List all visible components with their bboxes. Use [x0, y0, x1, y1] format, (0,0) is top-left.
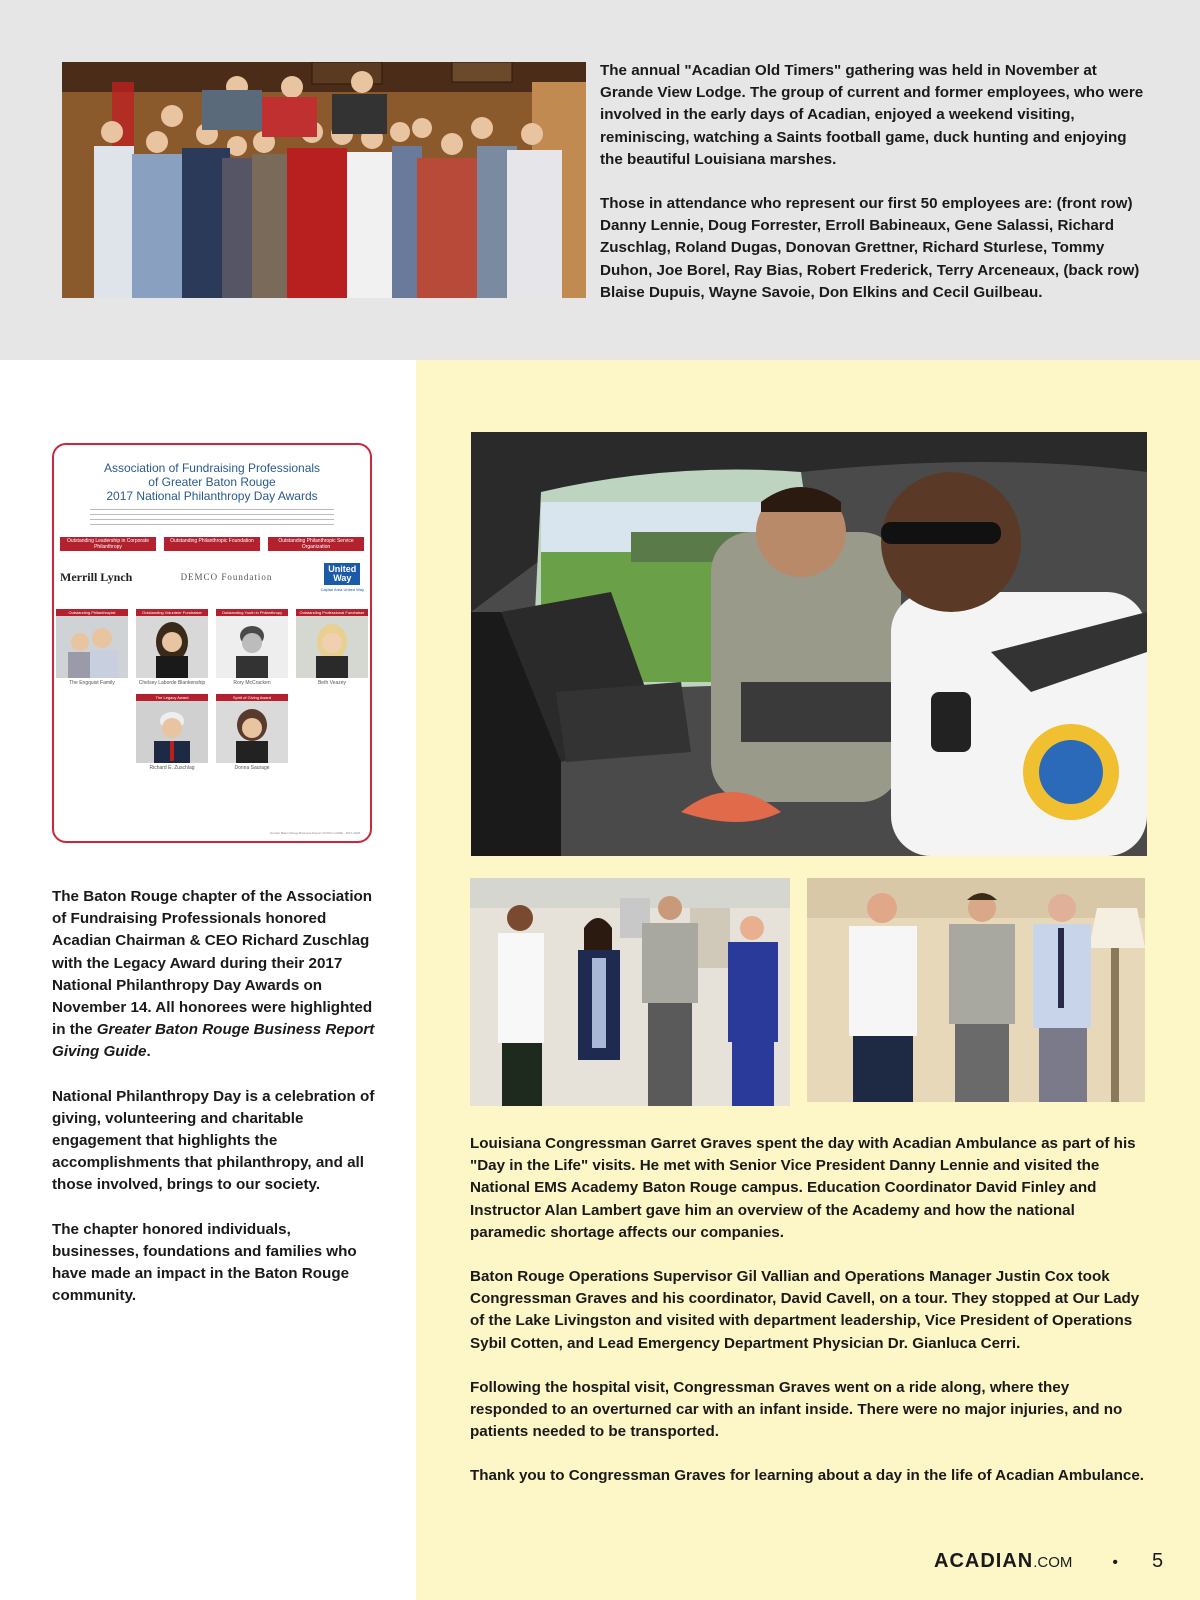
hospital-visit-photo — [807, 878, 1145, 1102]
honoree-category: Outstanding Philanthropist — [56, 609, 128, 616]
honoree-card — [216, 609, 288, 688]
poster-category-row — [60, 537, 364, 551]
left-column-text — [52, 886, 378, 1307]
honoree-name: Beth Veazey — [317, 680, 347, 686]
honoree-category: Outstanding Volunteer Fundraiser — [136, 609, 208, 616]
poster-title-line: 2017 National Philanthropy Day Awards — [106, 489, 318, 503]
honoree-photo — [56, 616, 128, 678]
giving-guide-title: Greater Baton Rouge Business Report Giving Guide — [52, 1021, 375, 1061]
honoree-card — [56, 609, 128, 688]
honoree-name: Richard E. Zuschlag — [149, 765, 195, 771]
philanthropy-paragraph-1-text: The Baton Rouge chapter of the Association of Fundraising Professionals honored Acadian Chairman & CEO Richard Zuschlag with the Legacy Award during their 2017 National Philanthropy Day Awards on November 14. All honorees were highlighted in the — [52, 888, 373, 1039]
right-column-text — [470, 1133, 1150, 1488]
united-way-line: Way — [333, 572, 352, 583]
honoree-card — [216, 694, 288, 773]
honoree-card — [136, 609, 208, 688]
graves-paragraph-2: Baton Rouge Operations Supervisor Gil Vallian and Operations Manager Justin Cox took Congressman Graves and his coordinator, David Cavell, on a tour. They stopped at Our Lady of the Lake Livingston and visited with department leadership, Vice President of Operations Sybil Cotten, and Lead Emergency Department Physician Dr. Gianluca Cerri. — [470, 1268, 1140, 1352]
ambulance-ride-along-photo — [471, 432, 1147, 856]
honoree-photo — [216, 616, 288, 678]
poster-intro-text — [90, 509, 334, 529]
philanthropy-award-poster — [52, 443, 372, 843]
old-timers-group-photo — [62, 62, 586, 298]
united-way-mark — [324, 563, 360, 585]
honoree-name: Rory McCracken — [233, 680, 271, 686]
honoree-card — [296, 609, 368, 688]
poster-category: Outstanding Philanthropic Service Organization — [268, 537, 364, 551]
honoree-photo — [136, 616, 208, 678]
honoree-category: Outstanding Professional Fundraiser — [296, 609, 368, 616]
honoree-name: Chelsey Laborde Blankenship — [138, 680, 206, 686]
graves-paragraph-3: Following the hospital visit, Congressman Graves went on a ride along, where they responded to an overturned car with an infant inside. There were no major injuries, and no patients needed to be transported. — [470, 1378, 1123, 1441]
united-way-logo — [321, 563, 364, 592]
honoree-category: Outstanding Youth in Philanthropy — [216, 609, 288, 616]
graves-paragraph-4: Thank you to Congressman Graves for learning about a day in the life of Acadian Ambulance. — [470, 1467, 1145, 1485]
old-timers-paragraph-1: The annual "Acadian Old Timers" gathering was held in November at Grande View Lodge. The group of current and former employees, who were involved in the early days of Acadian, enjoyed a weekend visiting, reminiscing, watching a Saints football game, duck hunting and enjoying the beautiful Louisiana marshes. — [600, 62, 1144, 168]
demco-foundation-logo: DEMCO Foundation — [180, 572, 273, 582]
united-way-line: United — [328, 563, 357, 574]
honoree-photo — [216, 701, 288, 763]
philanthropy-paragraph-1 — [52, 886, 378, 1064]
philanthropy-paragraph-1-end: . — [146, 1043, 151, 1061]
honoree-name: Donna Saurage — [234, 765, 270, 771]
honoree-photo — [136, 701, 208, 763]
footer-separator: • — [1112, 1554, 1118, 1571]
philanthropy-paragraph-2: National Philanthropy Day is a celebration of giving, volunteering and charitable engagement that highlights the accomplishments that philanthropy, and all those involved, brings to our society. — [52, 1087, 375, 1194]
page-footer — [934, 1550, 1163, 1573]
honoree-grid — [54, 609, 370, 773]
honoree-photo — [296, 616, 368, 678]
old-timers-text — [600, 60, 1148, 304]
poster-category: Outstanding Philanthropic Foundation — [164, 537, 260, 551]
poster-title-line: Association of Fundraising Professionals — [103, 461, 321, 475]
footer-domain: .COM — [1033, 1554, 1073, 1571]
honoree-name: The Engquist Family — [69, 680, 115, 686]
honoree-category: The Legacy Award — [136, 694, 208, 701]
old-timers-paragraph-2: Those in attendance who represent our first 50 employees are: (front row) Danny Lennie, Doug Forrester, Erroll Babineaux, Gene Salassi, Richard Zuschlag, Roland Dugas, Donovan Grettner, Richard Sturlese, Tommy Duhon, Joe Borel, Ray Bias, Robert Frederick, Terry Arceneaux, (back row) Blaise Dupuis, Wayne Savoie, Don Elkins and Cecil Guilbeau. — [600, 195, 1140, 301]
poster-logos — [60, 559, 364, 595]
philanthropy-paragraph-3: The chapter honored individuals, businesses, foundations and families who have made an impact in the Baton Rouge community. — [52, 1220, 357, 1305]
poster-title-line: of Greater Baton Rouge — [148, 475, 276, 489]
honoree-card — [136, 694, 208, 773]
academy-visit-photo — [470, 878, 790, 1106]
footer-brand: ACADIAN — [934, 1550, 1034, 1572]
page-number: 5 — [1152, 1550, 1164, 1572]
merrill-lynch-logo: Merrill Lynch — [60, 569, 133, 584]
honoree-category: Spirit of Giving Award — [216, 694, 288, 701]
poster-footer: Greater Baton Rouge Business Report GIVING GUIDE · 2017-2018 — [269, 831, 360, 835]
poster-category: Outstanding Leadership in Corporate Philanthropy — [60, 537, 156, 551]
poster-title — [54, 461, 370, 503]
united-way-sub: Capital Area United Way — [320, 586, 364, 592]
graves-paragraph-1: Louisiana Congressman Garret Graves spent the day with Acadian Ambulance as part of his "Day in the Life" visits. He met with Senior Vice President Danny Lennie and visited the National EMS Academy Baton Rouge campus. Education Coordinator David Finley and Instructor Alan Lambert gave him an overview of the Academy and how the national paramedic shortage affects our companies. — [470, 1135, 1136, 1241]
